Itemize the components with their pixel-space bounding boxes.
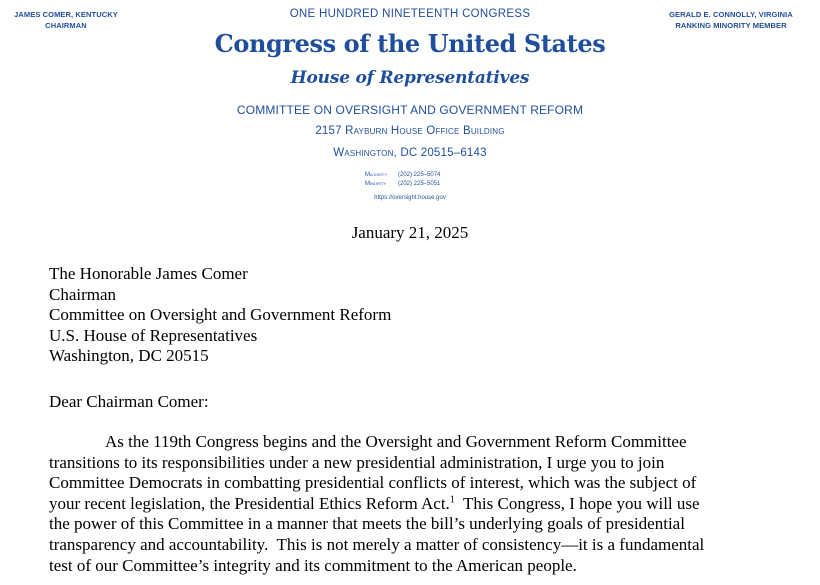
paragraph-line: transitions to its responsibilities under a new presidential administration, I urge you to join [49, 452, 665, 472]
phone-minority [365, 180, 440, 189]
office-address: 2157 Rayburn House Office Building [315, 125, 505, 137]
addressee-line: U.S. House of Representatives [49, 325, 258, 345]
addressee-line: Chairman [49, 284, 117, 304]
addressee-block [49, 264, 391, 367]
chairman-name: JAMES COMER, KENTUCKY [14, 10, 118, 19]
institution-title: Congress of the United States [214, 29, 606, 58]
paragraph-line: the power of this Committee in a manner that meets the bill’s underlying goals of presidential [49, 514, 685, 534]
ranking-member-name: GERALD E. CONNOLLY, VIRGINIA [669, 10, 793, 19]
phone-majority [365, 171, 440, 180]
paragraph-line: As the 119th Congress begins and the Oversight and Government Reform Committee [105, 432, 687, 451]
paragraph-line-with-footnote [49, 494, 769, 515]
paragraph-line: test of our Committee’s integrity and its commitment to the American people. [49, 555, 577, 575]
chairman-title: CHAIRMAN [45, 21, 87, 30]
footnote-marker[interactable]: 1 [449, 494, 455, 506]
office-city: Washington, DC 20515–6143 [333, 147, 487, 159]
phone-label: Majority [365, 172, 387, 178]
letterhead [0, 0, 820, 215]
paragraph-line: transparency and accountability. This is not merely a matter of consistency—it is a fundamental [49, 534, 705, 554]
paragraph-text: your recent legislation, the Presidential Ethics Reform Act. [49, 493, 450, 513]
letter-date: January 21, 2025 [351, 223, 469, 242]
paragraph-line: Committee Democrats in combatting presidential conflicts of interest, which was the subject of [49, 473, 697, 493]
body-paragraph [49, 432, 769, 576]
phone-numbers [365, 171, 440, 189]
chamber-title: House of Representatives [290, 68, 530, 88]
paragraph-text: This Congress, I hope you will use [454, 493, 700, 513]
ranking-member-title: RANKING MINORITY MEMBER [675, 21, 787, 30]
committee-name: COMMITTEE ON OVERSIGHT AND GOVERNMENT REFORM [236, 103, 584, 117]
salutation: Dear Chairman Comer: [49, 392, 209, 411]
congress-number: ONE HUNDRED NINETEENTH CONGRESS [289, 8, 531, 20]
addressee-line: Washington, DC 20515 [49, 346, 209, 366]
addressee-line: The Honorable James Comer [49, 264, 248, 283]
addressee-line: Committee on Oversight and Government Reform [49, 305, 392, 325]
phone-number: (202) 225–5074 [398, 172, 441, 178]
website-link[interactable]: https://oversight.house.gov [374, 195, 446, 201]
phone-label: Minority [365, 181, 387, 187]
phone-number: (202) 225–5051 [398, 181, 441, 187]
